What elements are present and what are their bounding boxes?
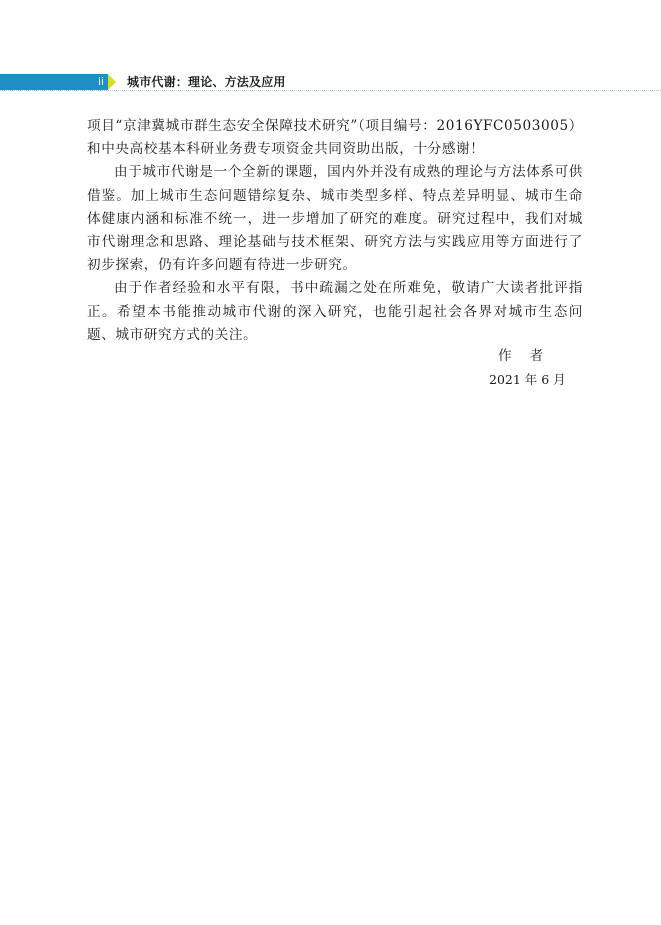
author-signature: 作者 (498, 348, 562, 364)
page-number: ii (97, 75, 105, 88)
preface-body (87, 115, 583, 347)
paragraph-closing-remarks: 由于作者经验和水平有限，书中疏漏之处在所难免，敬请广大读者批评指正。希望本书能推动城市代谢的深入研究，也能引起社会各界对城市生态问题、城市研究方式的关注。 (87, 280, 583, 343)
header-divider (0, 90, 661, 91)
running-header-title: 城市代谢：理论、方法及应用 (127, 75, 286, 89)
running-header (0, 74, 661, 90)
paragraph-research-difficulty: 由于城市代谢是一个全新的课题，国内外并没有成熟的理论与方法体系可供借鉴。加上城市生态问题错综复杂、城市类型多样、特点差异明显、城市生命体健康内涵和标准不统一，进一步增加了研究的难度。研究过程中，我们对城市代谢理念和思路、理论基础与技术框架、研究方法与实践应用等方面进行了初步探索，仍有许多问题有待进一步研究。 (87, 164, 583, 274)
signature-date: 2021 年 6 月 (489, 372, 566, 387)
header-accent-notch (108, 74, 116, 90)
header-color-bar (0, 74, 108, 90)
paragraph-acknowledgement: 项目“京津冀城市群生态安全保障技术研究”（项目编号：2016YFC0503005）和中央高校基本科研业务费专项资金共同资助出版，十分感谢！ (87, 118, 583, 158)
